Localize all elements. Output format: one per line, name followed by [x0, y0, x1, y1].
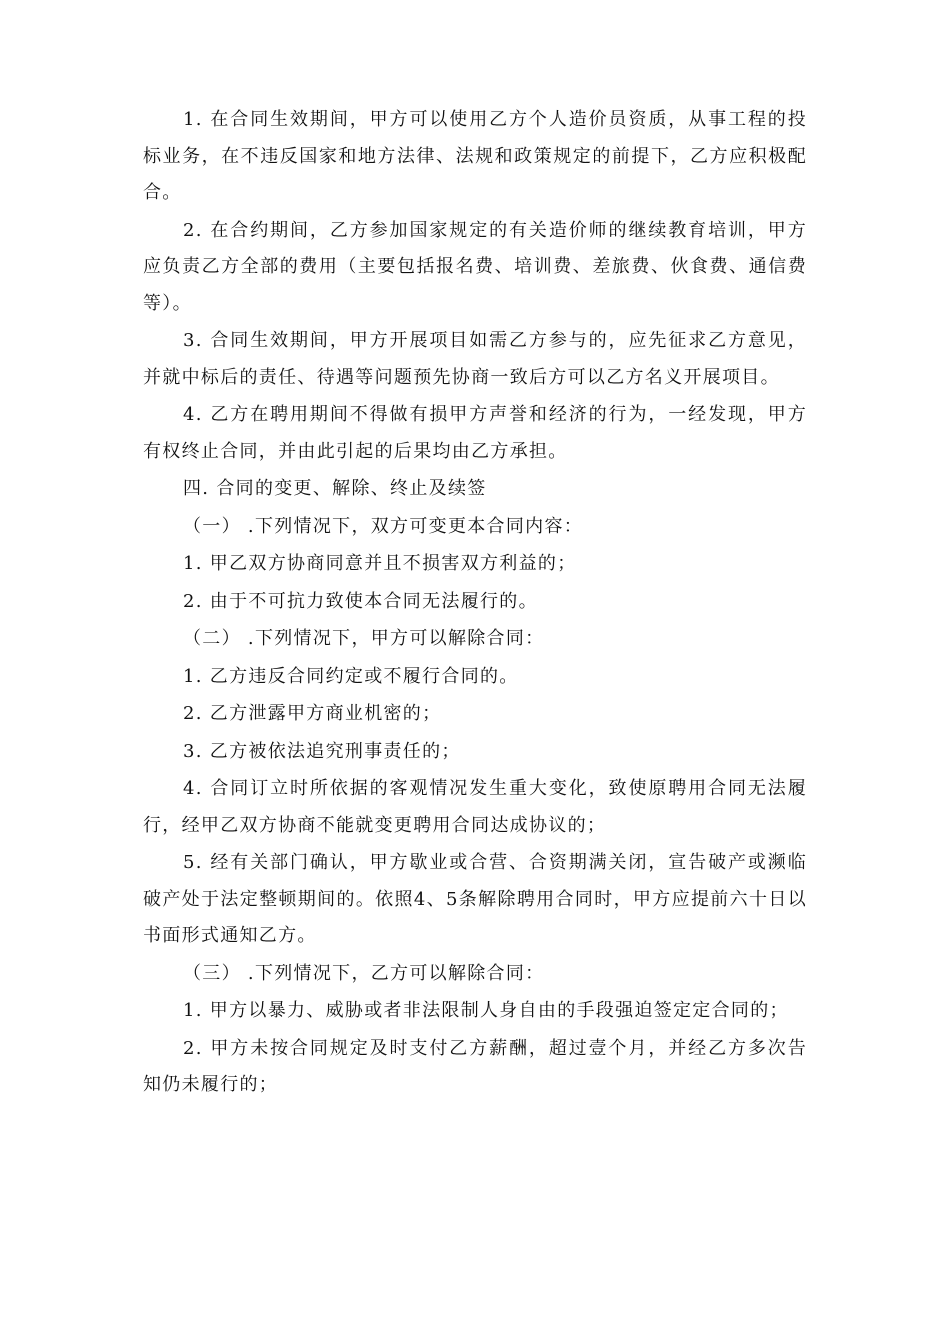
section-heading: 四. 合同的变更、解除、终止及续签: [183, 478, 487, 499]
document-body: [143, 102, 807, 1105]
subsection-heading: （三） .下列情况下，乙方可以解除合同：: [183, 962, 545, 984]
clause-paragraph: 3. 合同生效期间，甲方开展项目如需乙方参与的，应先征求乙方意见，并就中标后的责任、待遇等问题预先协商一致后方可以乙方名义开展项目。: [143, 330, 807, 388]
clause-paragraph: 2. 在合约期间，乙方参加国家规定的有关造价师的继续教育培训，甲方应负责乙方全部的费用（主要包括报名费、培训费、差旅费、伙食费、通信费等）。: [143, 219, 807, 314]
clause-paragraph: 1. 在合同生效期间，甲方可以使用乙方个人造价员资质，从事工程的投标业务，在不违反国家和地方法律、法规和政策规定的前提下，乙方应积极配合。: [143, 109, 807, 203]
clause-paragraph: 3. 乙方被依法追究刑事责任的；: [183, 740, 461, 762]
clause-paragraph: 2. 乙方泄露甲方商业机密的；: [183, 703, 442, 724]
clause-paragraph: 5. 经有关部门确认，甲方歇业或合营、合资期满关闭，宣告破产或濒临破产处于法定整顿期间的。依照4、5条解除聘用合同时，甲方应提前六十日以书面形式通知乙方。: [143, 852, 807, 946]
subsection-heading: （一） .下列情况下，双方可变更本合同内容：: [183, 515, 584, 537]
clause-paragraph: 4. 合同订立时所依据的客观情况发生重大变化，致使原聘用合同无法履行，经甲乙双方协商不能就变更聘用合同达成协议的；: [143, 778, 807, 836]
clause-paragraph: 2. 甲方未按合同规定及时支付乙方薪酬，超过壹个月，并经乙方多次告知仍未履行的；: [143, 1037, 807, 1095]
subsection-heading: （二） .下列情况下，甲方可以解除合同：: [183, 628, 545, 649]
clause-paragraph: 2. 由于不可抗力致使本合同无法履行的。: [183, 590, 538, 612]
clause-paragraph: 1. 甲方以暴力、威胁或者非法限制人身自由的手段强迫签定定合同的；: [183, 1000, 789, 1021]
clause-paragraph: 1. 乙方违反合同约定或不履行合同的。: [183, 665, 519, 687]
clause-paragraph: 1. 甲乙双方协商同意并且不损害双方利益的；: [183, 553, 577, 574]
clause-paragraph: 4. 乙方在聘用期间不得做有损甲方声誉和经济的行为，一经发现，甲方有权终止合同，并由此引起的后果均由乙方承担。: [143, 404, 807, 462]
